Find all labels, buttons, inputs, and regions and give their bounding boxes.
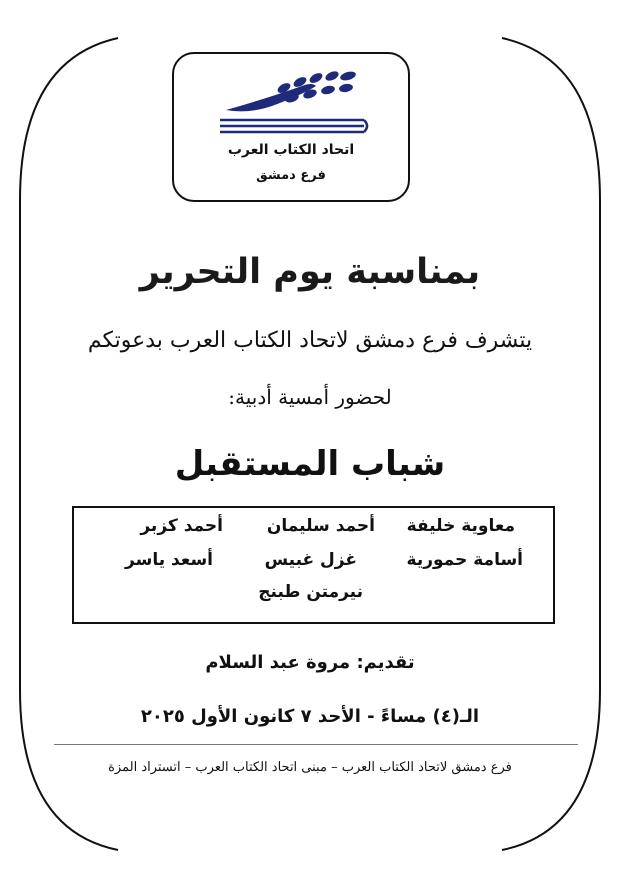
participant-name: معاوية خليفة <box>406 516 515 536</box>
logo-card <box>172 52 410 202</box>
participant-name: أسعد ياسر <box>125 550 213 570</box>
footer-address: فرع دمشق لاتحاد الكتاب العرب – مبنى اتحاد الكتاب العرب – اتستراد المزة <box>108 760 512 775</box>
invitation-line: يتشرف فرع دمشق لاتحاد الكتاب العرب بدعوتكم <box>87 328 533 353</box>
participants-box <box>72 506 555 624</box>
participant-name: أحمد سليمان <box>266 516 375 536</box>
participant-name: نيرمتن طبنج <box>258 582 363 602</box>
branch-name: فرع دمشق <box>256 168 326 183</box>
participant-name: أحمد كزبر <box>140 516 223 536</box>
participant-name: غزل غبيس <box>264 550 357 570</box>
participant-name: أسامة حمورية <box>406 550 523 570</box>
quill-on-book-icon <box>212 70 372 144</box>
attend-line: لحضور أمسية أدبية: <box>228 385 392 409</box>
presenter-line: تقديم: مروة عبد السلام <box>205 652 415 673</box>
org-name: اتحاد الكتاب العرب <box>227 142 355 158</box>
occasion-heading: بمناسبة يوم التحرير <box>139 252 481 292</box>
event-datetime: الـ(٤) مساءً - الأحد ٧ كانون الأول ٢٠٢٥ <box>140 706 480 727</box>
footer-divider <box>54 744 578 745</box>
event-title: شباب المستقبل <box>174 444 446 484</box>
